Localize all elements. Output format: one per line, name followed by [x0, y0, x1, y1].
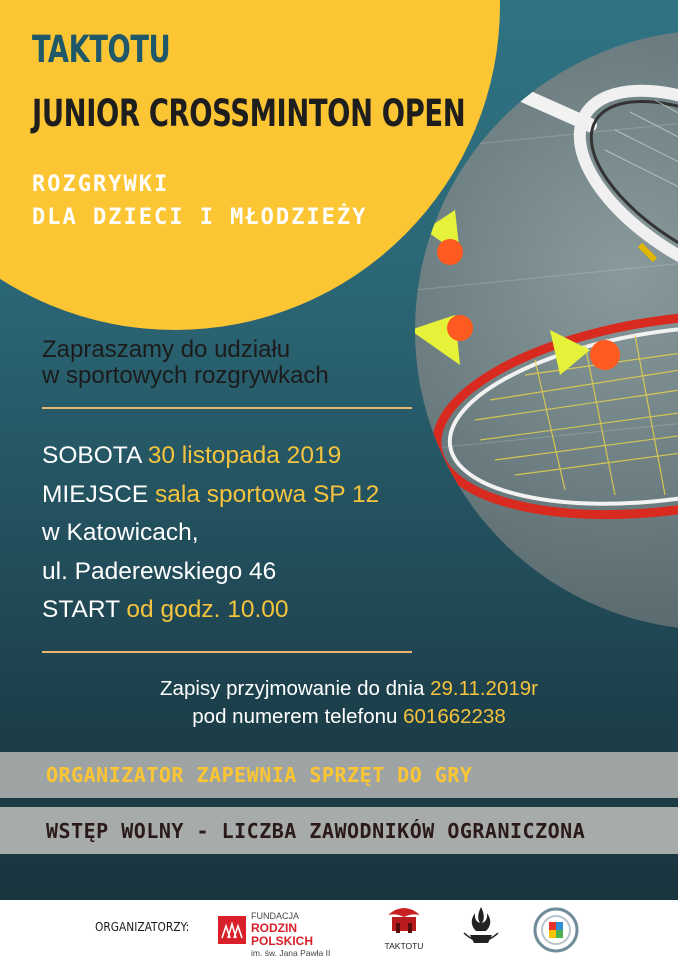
- place-label: MIEJSCE: [42, 480, 149, 508]
- frp-line-1: FUNDACJA: [251, 911, 300, 921]
- date-label: SOBOTA: [42, 442, 141, 469]
- place-row: [42, 476, 379, 515]
- event-details: [42, 437, 379, 630]
- invitation-text: [42, 337, 329, 389]
- white-racket: [500, 50, 678, 330]
- ring-logo: [533, 907, 579, 953]
- start-row: [42, 591, 379, 630]
- subtitle-line-1: ROZGRYWKI: [32, 172, 170, 197]
- phone-text: pod numerem telefonu: [192, 705, 398, 728]
- date-value: 30 listopada 2019: [147, 442, 342, 469]
- silesia-logo: [456, 903, 506, 958]
- entry-banner-text: WSTĘP WOLNY - LICZBA ZAWODNIKÓW OGRANICZONA: [46, 818, 586, 843]
- divider-bottom: [42, 651, 412, 653]
- phone-number: 601662238: [403, 705, 506, 728]
- registration-phone: [0, 703, 678, 731]
- frp-logo-mark: [218, 916, 246, 944]
- event-title-organizer: TAKTOTU: [32, 28, 171, 71]
- equipment-banner-text: ORGANIZATOR ZAPEWNIA SPRZĘT DO GRY: [46, 763, 473, 787]
- frp-line-2: RODZIN POLSKICH: [251, 921, 314, 948]
- taktotu-logo: [378, 903, 430, 958]
- start-label: START: [42, 596, 120, 623]
- ring-logo-icon: [533, 907, 579, 953]
- date-row: [42, 437, 379, 476]
- organizers-footer: [0, 900, 678, 960]
- event-subtitle: [32, 168, 367, 234]
- silesia-logo-icon: [456, 903, 506, 958]
- frp-line-3: im. św. Jana Pawła II: [251, 948, 331, 958]
- frp-logo-text: [251, 911, 358, 959]
- place-value: sala sportowa SP 12: [155, 480, 380, 508]
- registration-info: [0, 675, 678, 731]
- divider-top: [42, 407, 412, 409]
- equipment-banner: [0, 752, 678, 798]
- taktotu-label: TAKTOTU: [384, 941, 424, 951]
- event-title: JUNIOR CROSSMINTON OPEN: [32, 92, 466, 135]
- registration-deadline: [0, 675, 678, 703]
- signup-date: 29.11.2019r: [430, 677, 538, 700]
- frp-icon: [218, 916, 246, 944]
- taktotu-logo-icon: [378, 903, 430, 941]
- organizers-label: ORGANIZATORZY:: [95, 919, 190, 934]
- street-row: ul. Paderewskiego 46: [42, 557, 277, 585]
- shuttlecock-image: [415, 210, 620, 375]
- intro-line-1: Zapraszamy do udziału: [42, 336, 291, 363]
- signup-text: Zapisy przyjmowanie do dnia: [160, 677, 425, 700]
- intro-line-2: w sportowych rozgrywkach: [42, 362, 329, 389]
- subtitle-line-2: DLA DZIECI I MŁODZIEŻY: [32, 205, 368, 230]
- start-value: od godz. 10.00: [126, 596, 289, 623]
- city-row: w Katowicach,: [42, 519, 199, 546]
- entry-banner: [0, 807, 678, 854]
- frp-logo: [218, 910, 358, 958]
